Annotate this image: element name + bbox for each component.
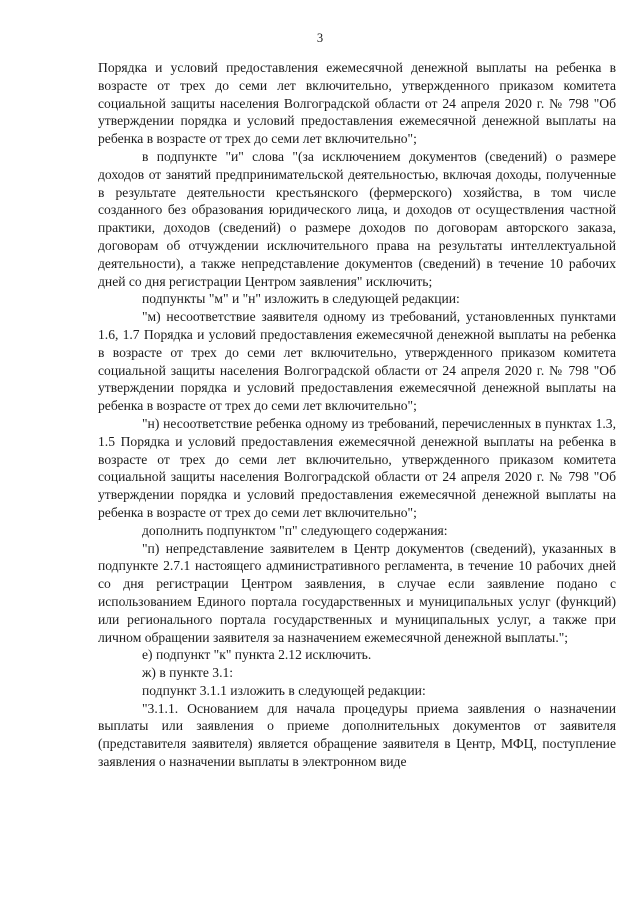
paragraph-subitem-p: "п) непредставление заявителем в Центр документов (сведений), указанных в подпункте 2.7.1 настоящего административного регламента, в течение 10 рабочих дней со дня регистрации Центром заявления, в случае если заявление подано с использованием Единого портала государственных и муниципальных услуг (функций) или регионального портала государственных и муниципальных услуг, а также при личном обращении заявителя за назначением ежемесячной денежной выплаты."; — [98, 540, 616, 645]
paragraph-subitem-n: "н) несоответствие ребенка одному из требований, перечисленных в пунктах 1.3, 1.5 Порядка и условий предоставления ежемесячной денежной выплаты на ребенка в возрасте от трех до семи лет включительно, утвержденного приказом комитета социальной защиты населения Волгоградской области от 24 апреля 2020 г. № 798 "Об утверждении порядка и условий предоставления ежемесячной денежной выплаты на ребенка в возрасте от трех до семи лет включительно"; — [98, 415, 616, 520]
paragraph-subitem-3-1-1-intro: подпункт 3.1.1 изложить в следующей редакции: — [142, 682, 426, 698]
paragraph-item-e: е) подпункт "к" пункта 2.12 исключить. — [142, 647, 372, 663]
paragraph-subitem-i-amendment: в подпункте "и" слова "(за исключением документов (сведений) о размере доходов от занятий предпринимательской деятельностью, включая доходы, полученные в результате деятельности крестьянского (фермерского) хозяйства, в том числе созданного без образования юридического лица, и доходов от осуществления частной практики, доходов (сведений) о размере доходов по договорам авторского заказа, договорам об отчуждении исключительного права на результаты интеллектуальной деятельности), а также непредставление документов (сведений) в течение 10 рабочих дней со дня регистрации Центром заявления" исключить; — [98, 148, 616, 289]
page-number: 3 — [316, 31, 324, 45]
paragraph-subitem-p-intro: дополнить подпунктом "п" следующего содержания: — [142, 522, 448, 538]
paragraph-subitem-m: "м) несоответствие заявителя одному из требований, установленных пунктами 1.6, 1.7 Порядка и условий предоставления ежемесячной денежной выплаты на ребенка в возрасте от трех до семи лет включительно, утвержденного приказом комитета социальной защиты населения Волгоградской области от 24 апреля 2020 г. № 798 "Об утверждении порядка и условий предоставления ежемесячной денежной выплаты на ребенка в возрасте от трех до семи лет включительно"; — [98, 309, 616, 414]
paragraph-item-zh: ж) в пункте 3.1: — [142, 665, 234, 681]
document-body — [98, 59, 616, 771]
paragraph-subitem-3-1-1: "3.1.1. Основанием для начала процедуры приема заявления о назначении выплаты или заявления о приеме дополнительных документов от заявителя (представителя заявителя) является обращение заявителя в Центр, МФЦ, поступление заявления о назначении выплаты в электронном виде — [98, 700, 616, 770]
paragraph-subitems-m-n-intro: подпункты "м" и "н" изложить в следующей редакции: — [142, 291, 460, 307]
paragraph-order-reference: Порядка и условий предоставления ежемесячной денежной выплаты на ребенка в возрасте от трех до семи лет включительно, утвержденного приказом комитета социальной защиты населения Волгоградской области от 24 апреля 2020 г. № 798 "Об утверждении порядка и условий предоставления ежемесячной денежной выплаты на ребенка в возрасте от трех до семи лет включительно"; — [98, 60, 616, 147]
